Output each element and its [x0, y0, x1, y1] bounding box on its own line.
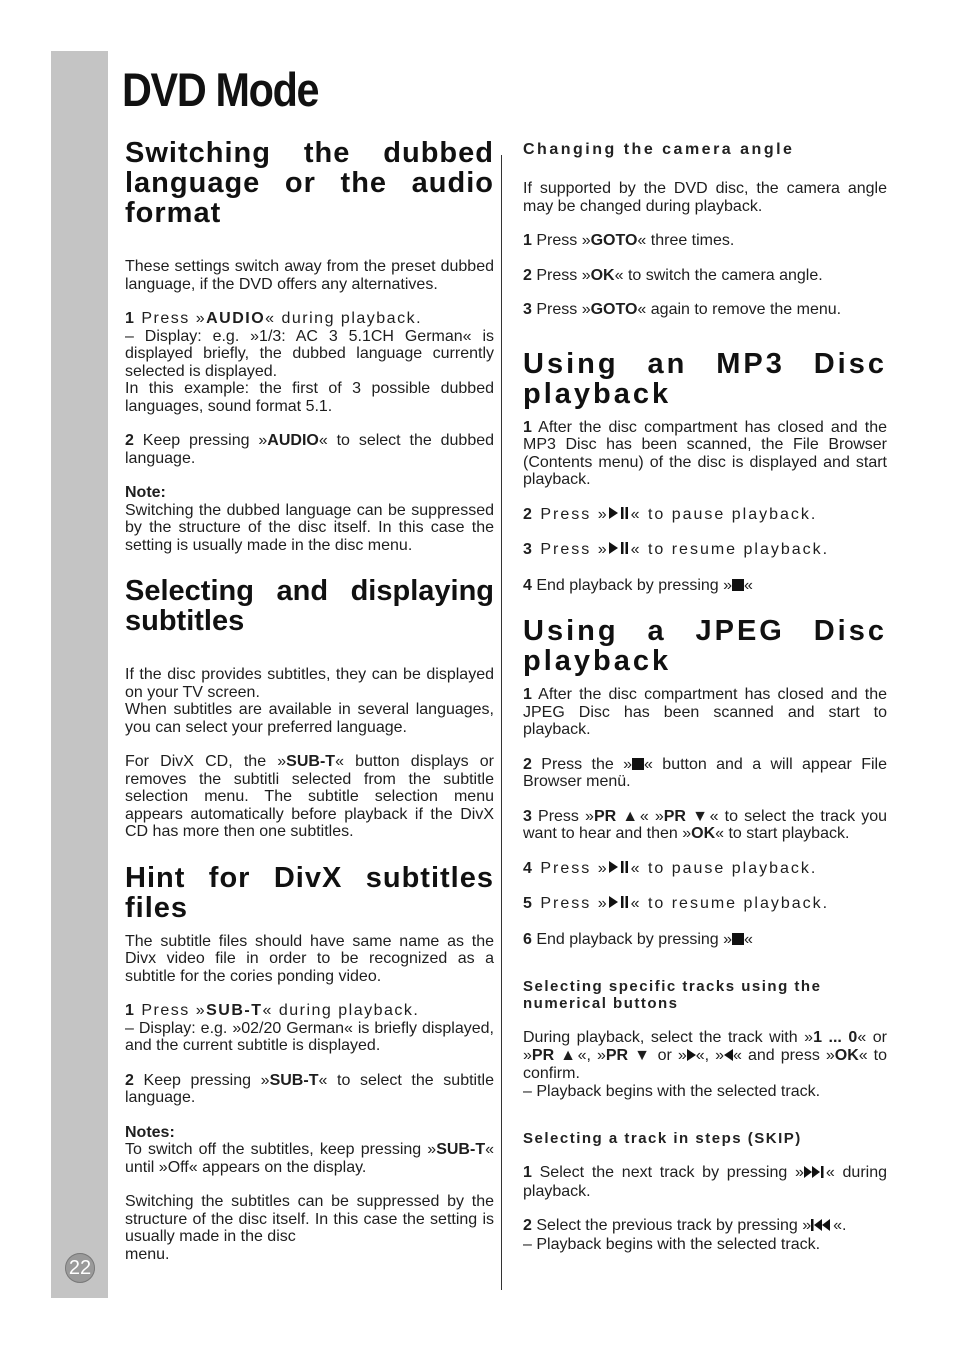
key-sub-t: SUB-T [436, 1141, 486, 1158]
jpeg-step-1 [523, 686, 887, 739]
audio-intro: These settings switch away from the preset dubbed language, if the DVD offers any alternatives. [125, 258, 494, 293]
step-text: Press » [531, 266, 591, 284]
step-text: Press the » [531, 755, 633, 773]
step-text: Press » [533, 895, 609, 912]
step-number: 1 [523, 686, 532, 703]
step-text: Press » [135, 1002, 207, 1019]
step-number: 1 [523, 1164, 532, 1181]
step-text: End playback by pressing » [531, 930, 733, 948]
angle-intro: If supported by the DVD disc, the camera angle may be changed during playback. [523, 180, 887, 215]
divx-step-2 [125, 1072, 494, 1107]
step-text: Press » [531, 232, 591, 249]
jpeg-step-2 [523, 756, 887, 791]
para-text: «, » [695, 1046, 725, 1064]
key-sub-t: SUB-T [206, 1002, 263, 1019]
step-number: 6 [523, 930, 532, 948]
step-text: Press » [531, 807, 594, 825]
step-number: 2 [523, 505, 534, 523]
divx-section [125, 863, 494, 1264]
jpeg-step-3 [523, 808, 887, 843]
divx-notes-label: Notes: [125, 1123, 175, 1141]
audio-note-label: Note: [125, 484, 166, 501]
skip-result: – Playback begins with the selected track. [523, 1235, 821, 1253]
step-number: 1 [523, 418, 532, 436]
page-title: DVD Mode [122, 63, 319, 116]
numeric-result: – Playback begins with the selected track. [523, 1082, 821, 1100]
step-number: 4 [523, 859, 534, 877]
key-sub-t: SUB-T [269, 1071, 319, 1089]
divx-heading: Hint for DivX subtitles files [125, 861, 494, 924]
key-ok: OK [834, 1046, 859, 1064]
angle-heading: Changing the camera angle [523, 141, 795, 158]
step-text: Press » [531, 301, 591, 318]
divx-intro: The subtitle files should have same name as the Divx video file in order to be recognized as a subtitle for the cories ponding video. [125, 932, 494, 985]
jpeg-step-5 [523, 895, 887, 914]
left-column [125, 138, 494, 1263]
step-number: 3 [523, 541, 534, 558]
step-text: « to pause playback. [630, 859, 818, 877]
step-text: Press » [533, 541, 609, 558]
side-band [51, 51, 108, 1298]
step-number: 1 [125, 1002, 136, 1019]
para-text: or » [651, 1046, 687, 1064]
jpeg-step-4 [523, 860, 887, 879]
note-text: To switch off the subtitles, keep pressing » [125, 1141, 437, 1158]
angle-step-1 [523, 232, 887, 250]
angle-step-3 [523, 301, 887, 319]
step-text: « during playback. [523, 1164, 887, 1200]
left-arrow-icon [724, 1048, 733, 1066]
play-pause-icon [609, 541, 631, 560]
audio-step-1-example: In this example: the first of 3 possible dubbed languages, sound format 5.1. [125, 380, 494, 415]
key-pr-down: PR ▼ [605, 1046, 652, 1064]
step-number: 5 [523, 895, 534, 912]
para-text: « to confirm. [523, 1046, 888, 1082]
key-pr-up: PR ▲ [531, 1046, 578, 1064]
para-text: During playback, select the track with » [523, 1029, 814, 1046]
page-number: 22 [65, 1253, 95, 1283]
stop-icon [632, 758, 644, 770]
stop-icon [732, 933, 744, 945]
subtitles-para-2: When subtitles are available in several languages, you can select your preferred language. [125, 701, 494, 736]
right-arrow-icon [687, 1048, 696, 1066]
numeric-text [523, 1029, 887, 1083]
step-text: « to resume playback. [630, 541, 830, 558]
subtitles-heading: Selecting and displaying subtitles [125, 575, 494, 637]
stop-icon [732, 579, 744, 591]
audio-heading: Switching the dubbed language or the audio format [125, 137, 494, 229]
skip-step-1 [523, 1164, 887, 1200]
note-text: « until »Off« appears on the display. [125, 1141, 494, 1176]
skip-section [523, 1130, 887, 1253]
step-text: « three times. [637, 232, 735, 249]
step-text: « during playback. [262, 1002, 420, 1019]
mp3-step-1 [523, 419, 887, 489]
step-number: 2 [523, 266, 532, 284]
para-text: For DivX CD, the » [125, 753, 287, 770]
column-divider [501, 155, 502, 1290]
subtitles-section [125, 576, 494, 841]
step-text: « to select the dubbed language. [125, 432, 495, 467]
step-text: « [744, 930, 753, 948]
divx-notes-text-2-end: menu. [125, 1245, 170, 1263]
step-text: « during playback. [265, 310, 423, 327]
audio-step-2 [125, 432, 494, 467]
step-text: After the disc compartment has closed and the MP3 Disc has been scanned, the File Browser (Contents menu) of the disc is displayed and start playback. [523, 418, 887, 488]
numeric-section [523, 978, 887, 1100]
step-text: Press » [533, 505, 609, 523]
audio-step-1 [125, 310, 494, 328]
step-text: « [744, 576, 753, 594]
subtitles-para-1: If the disc provides subtitles, they can be displayed on your TV screen. [125, 666, 494, 701]
angle-section [523, 141, 887, 319]
play-pause-icon [609, 860, 631, 879]
play-pause-icon [609, 506, 631, 525]
step-text: « » [639, 807, 664, 825]
key-sub-t: SUB-T [286, 753, 336, 770]
jpeg-section [523, 616, 887, 948]
step-text: Select the previous track by pressing » [531, 1217, 812, 1234]
step-number: 3 [523, 807, 532, 825]
step-text: After the disc compartment has closed and the JPEG Disc has been scanned and start to playback. [523, 686, 887, 738]
step-text: « to select the track you want to hear and then » [523, 807, 887, 842]
step-text: End playback by pressing » [531, 576, 733, 594]
skip-heading: Selecting a track in steps (SKIP) [523, 1130, 802, 1147]
right-column [523, 141, 887, 1253]
step-text: Select the next track by pressing » [531, 1164, 804, 1181]
angle-step-2 [523, 267, 887, 285]
key-pr-down: PR ▼ [663, 807, 710, 825]
step-number: 2 [523, 1217, 532, 1234]
skip-previous-icon [811, 1218, 833, 1236]
key-digits: 1 ... 0 [813, 1029, 858, 1046]
key-goto: GOTO [590, 232, 638, 249]
step-text: « to start playback. [715, 825, 850, 842]
step-number: 2 [125, 1071, 134, 1089]
step-number: 4 [523, 576, 532, 594]
mp3-heading: Using an MP3 Disc playback [523, 347, 887, 410]
step-text: Keep pressing » [133, 432, 268, 449]
step-text: « to resume playback. [630, 895, 830, 912]
step-number: 3 [523, 301, 532, 318]
key-ok: OK [590, 266, 615, 284]
jpeg-heading: Using a JPEG Disc playback [523, 615, 887, 677]
divx-step-1 [125, 1002, 494, 1020]
step-number: 1 [125, 310, 136, 327]
jpeg-step-6 [523, 931, 887, 949]
step-text: « to select the subtitle language. [125, 1071, 495, 1106]
mp3-step-2 [523, 506, 887, 525]
key-goto: GOTO [590, 301, 638, 318]
step-text: Press » [533, 859, 609, 877]
step-text: « to switch the camera angle. [614, 266, 823, 284]
para-text: « or » [523, 1029, 887, 1064]
key-audio: AUDIO [206, 310, 266, 327]
step-text: Keep pressing » [133, 1071, 270, 1089]
step-text: « again to remove the menu. [637, 301, 842, 318]
divx-notes-text-2: Switching the subtitles can be suppressed by the structure of the disc itself. In this case the setting is usually made in the disc [125, 1193, 494, 1245]
step-text: « button and a will appear File Browser menü. [523, 755, 888, 790]
key-pr-up: PR ▲ [593, 807, 640, 825]
audio-step-1-detail: – Display: e.g. »1/3: AC 3 5.1CH German« is displayed briefly, the dubbed language currently selected is displayed. [125, 327, 494, 380]
step-text: «. [833, 1217, 847, 1234]
step-number: 1 [523, 232, 532, 249]
skip-step-2 [523, 1217, 887, 1236]
step-number: 2 [523, 755, 532, 773]
step-text: « to pause playback. [630, 505, 818, 523]
key-ok: OK [691, 825, 716, 842]
subtitles-para-3 [125, 753, 494, 841]
para-text: « and press » [733, 1046, 835, 1064]
audio-section [125, 138, 494, 554]
play-pause-icon [609, 895, 631, 914]
mp3-step-3 [523, 541, 887, 560]
step-number: 2 [125, 432, 134, 449]
mp3-step-4 [523, 577, 887, 595]
key-audio: AUDIO [267, 432, 319, 449]
divx-step-1-detail: – Display: e.g. »02/20 German« is briefly displayed, and the current subtitle is displayed. [125, 1019, 494, 1054]
audio-note-text: Switching the dubbed language can be suppressed by the structure of the disc itself. In this case the setting is usually made in the disc menu. [125, 501, 494, 554]
skip-next-icon [804, 1165, 826, 1183]
numeric-heading: Selecting specific tracks using the numerical buttons [523, 978, 822, 1012]
para-text: « button displays or removes the subtitli selected from the subtitle selection menu. The subtitle selection menu appears automatically before playback if the DivX CD has more then one subtitles. [125, 753, 494, 840]
divx-notes-text-1 [125, 1141, 494, 1176]
step-text: Press » [135, 310, 207, 327]
para-text: «, » [577, 1046, 606, 1064]
mp3-section [523, 349, 887, 595]
